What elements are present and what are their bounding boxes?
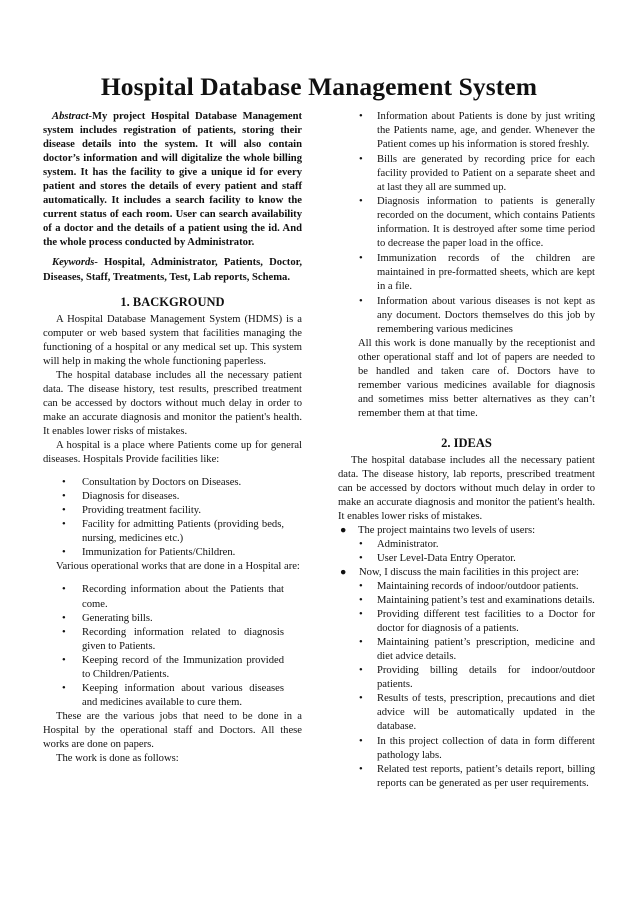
operational-works-list [43, 583, 302, 709]
list-item-text: Maintaining patient’s prescription, medicine and diet advice details. [377, 637, 595, 663]
list-item-text: Related test reports, patient’s details report, billing reports can be generated as per user requirements. [377, 763, 595, 789]
list-item [43, 682, 302, 710]
list-item-text: Facility for admitting Patients (providing beds, nursing, medicines etc.) [82, 519, 284, 545]
list-item-text: Generating bills. [82, 612, 153, 624]
list-item [338, 538, 595, 552]
list-item [338, 664, 595, 692]
keywords-lead: Keywords- [52, 257, 98, 269]
list-item-text: Information about Patients is done by just writing the Patients name, age, and gender. Whenever the Patient comes up his information is stored freshly. [377, 111, 595, 151]
paper-title: Hospital Database Management System [100, 72, 538, 101]
right-column [338, 110, 595, 791]
list-item-text: User Level-Data Entry Operator. [377, 552, 516, 564]
list-item-text: Providing billing details for indoor/outdoor patients. [377, 665, 595, 691]
list-item [43, 546, 302, 560]
list-item-text: Recording information about the Patients that come. [82, 584, 284, 610]
list-item-text: Maintaining records of indoor/outdoor patients. [377, 581, 579, 592]
main-facilities-intro-text: Now, I discuss the main facilities in this project are: [359, 566, 579, 578]
user-levels-intro [338, 524, 595, 538]
list-item [338, 295, 595, 337]
list-item [338, 763, 595, 791]
bullet-icon: • [359, 735, 363, 747]
list-item [43, 518, 302, 546]
list-item [338, 110, 595, 152]
bullet-icon: • [62, 505, 66, 517]
bullet-icon: • [62, 491, 66, 503]
list-item-text: Immunization for Patients/Children. [82, 547, 236, 559]
background-paragraph: The work is done as follows: [56, 753, 179, 765]
abstract-lead: Abstract- [52, 111, 93, 122]
bullet-icon: • [359, 295, 363, 307]
list-item [338, 735, 595, 763]
left-column [43, 110, 302, 766]
user-levels-list [338, 538, 595, 566]
bullet-icon: • [359, 609, 363, 621]
keywords [43, 256, 302, 284]
manual-closing-paragraph: All this work is done manually by the receptionist and other operational staff and lot of papers are needed to be handled and taken care of. Doctors have to remember various medicines available for diagnosis and sometimes miss better alternatives as they can’t remember them at that time. [358, 338, 595, 420]
bullet-icon: • [62, 626, 66, 638]
list-item [43, 654, 302, 682]
bullet-icon: • [359, 595, 363, 607]
list-item-text: Maintaining patient’s test and examinations details. [377, 595, 595, 607]
list-item [338, 636, 595, 664]
bullet-icon: • [359, 111, 363, 122]
bullet-icon: • [359, 252, 363, 264]
list-item [338, 608, 595, 636]
list-item-text: Providing different test facilities to a Doctor for doctor for diagnosis of a patients. [377, 609, 595, 635]
list-item [338, 552, 595, 566]
list-item [338, 580, 595, 594]
list-item [43, 476, 302, 490]
bullet-icon: • [359, 581, 363, 592]
list-item-text: Diagnosis information to patients is generally recorded on the document, which contains Patients information. It is destroyed after some time period to decrease the paper load in the office. [377, 196, 595, 250]
list-item [43, 504, 302, 518]
bullet-icon: • [359, 196, 363, 208]
bullet-icon: • [62, 654, 66, 666]
bullet-icon: • [359, 153, 363, 165]
list-item [338, 252, 595, 294]
bullet-icon: • [62, 547, 66, 559]
keywords-text: Hospital, Administrator, Patients, Doctor, Diseases, Staff, Treatments, Test, Lab reports, Schema. [43, 257, 302, 283]
background-paragraph: A hospital is a place where Patients come up for general diseases. Hospitals Provide facilities like: [43, 440, 302, 466]
bullet-icon: • [359, 763, 363, 775]
bullet-icon: • [359, 665, 363, 677]
list-item-text: Keeping information about various diseases and medicines available to cure them. [82, 682, 284, 708]
list-item [43, 490, 302, 504]
works-intro: Various operational works that are done in a Hospital are: [56, 561, 300, 573]
main-facilities-intro [338, 566, 595, 580]
list-item-text: Keeping record of the Immunization provided to Children/Patients. [82, 654, 284, 680]
user-levels-intro-text: The project maintains two levels of users: [358, 524, 536, 536]
bullet-icon: • [62, 477, 66, 489]
list-item [43, 583, 302, 611]
list-item-text: Bills are generated by recording price for each facility provided to Patient on a separate sheet and at last they all are summed up. [377, 153, 595, 193]
bullet-icon: • [359, 693, 363, 705]
bullet-icon: • [359, 552, 363, 564]
list-item-text: Immunization records of the children are maintained in pre-formatted sheets, which are kept in a file. [377, 252, 595, 293]
bullet-icon: • [62, 612, 66, 624]
list-item-text: Results of tests, prescription, precautions and diet advice will be automatically updated in the database. [377, 693, 595, 733]
list-item [338, 692, 595, 734]
bullet-icon: • [62, 584, 66, 596]
abstract-text: My project Hospital Database Management system includes registration of patients, storing their disease details into the system. It will also contain doctor’s information and will digitalize the whole billing system. It has the facility to give a unique id for every patient and stores the details of every patient and staff automatically. It includes a search facility to know the current status of each room. User can search availability of a doctor and the details of a patient using the id. And the whole process conducted by Administrator. [43, 111, 302, 249]
list-item-text: Information about various diseases is not kept as any document. Doctors themselves do this job by remembering various medicines [377, 295, 595, 335]
background-paragraph: The hospital database includes all the necessary patient data. The disease history, test results, prescribed treatment can be accessed by doctors without much delay in order to make an accurate diagnosis and monitor the patient's health. It enables lower risks of mistakes. [43, 369, 302, 437]
list-item [43, 626, 302, 654]
main-facilities-list [338, 580, 595, 791]
background-paragraph: These are the various jobs that need to be done in a Hospital by the operational staff and Doctors. All these works are done on papers. [43, 710, 302, 750]
hospital-facilities-list [43, 476, 302, 560]
abstract [43, 110, 302, 250]
ideas-paragraph: The hospital database includes all the necessary patient data. The disease history, lab reports, prescribed treatment can be accessed by doctors without much delay in order to make an accurate diagnosis and monitor the patient's health. It enables lower risks of mistakes. [338, 454, 595, 522]
section-heading-ideas: 2. IDEAS [441, 435, 492, 450]
list-item [338, 195, 595, 251]
list-item-text: Diagnosis for diseases. [82, 491, 180, 503]
manual-process-list [338, 110, 595, 337]
list-item-text: Recording information related to diagnosis given to Patients. [82, 626, 284, 652]
list-item-text: Administrator. [377, 538, 439, 550]
bullet-icon: • [62, 682, 66, 694]
bullet-icon: ● [340, 566, 347, 578]
list-item [43, 612, 302, 626]
background-paragraph: A Hospital Database Management System (HDMS) is a computer or web based system that facilities managing the functioning of a hospital or any medical set up. This system will help in making the whole functioning paperless. [43, 313, 302, 367]
section-heading-background: 1. BACKGROUND [120, 294, 225, 309]
bullet-icon: • [359, 538, 363, 550]
list-item-text: Providing treatment facility. [82, 505, 202, 517]
bullet-icon: • [62, 519, 66, 531]
list-item [338, 594, 595, 608]
list-item-text: In this project collection of data in form different pathology labs. [377, 735, 595, 761]
list-item-text: Consultation by Doctors on Diseases. [82, 477, 242, 489]
bullet-icon: • [359, 637, 363, 649]
bullet-icon: ● [340, 524, 347, 536]
list-item [338, 153, 595, 195]
